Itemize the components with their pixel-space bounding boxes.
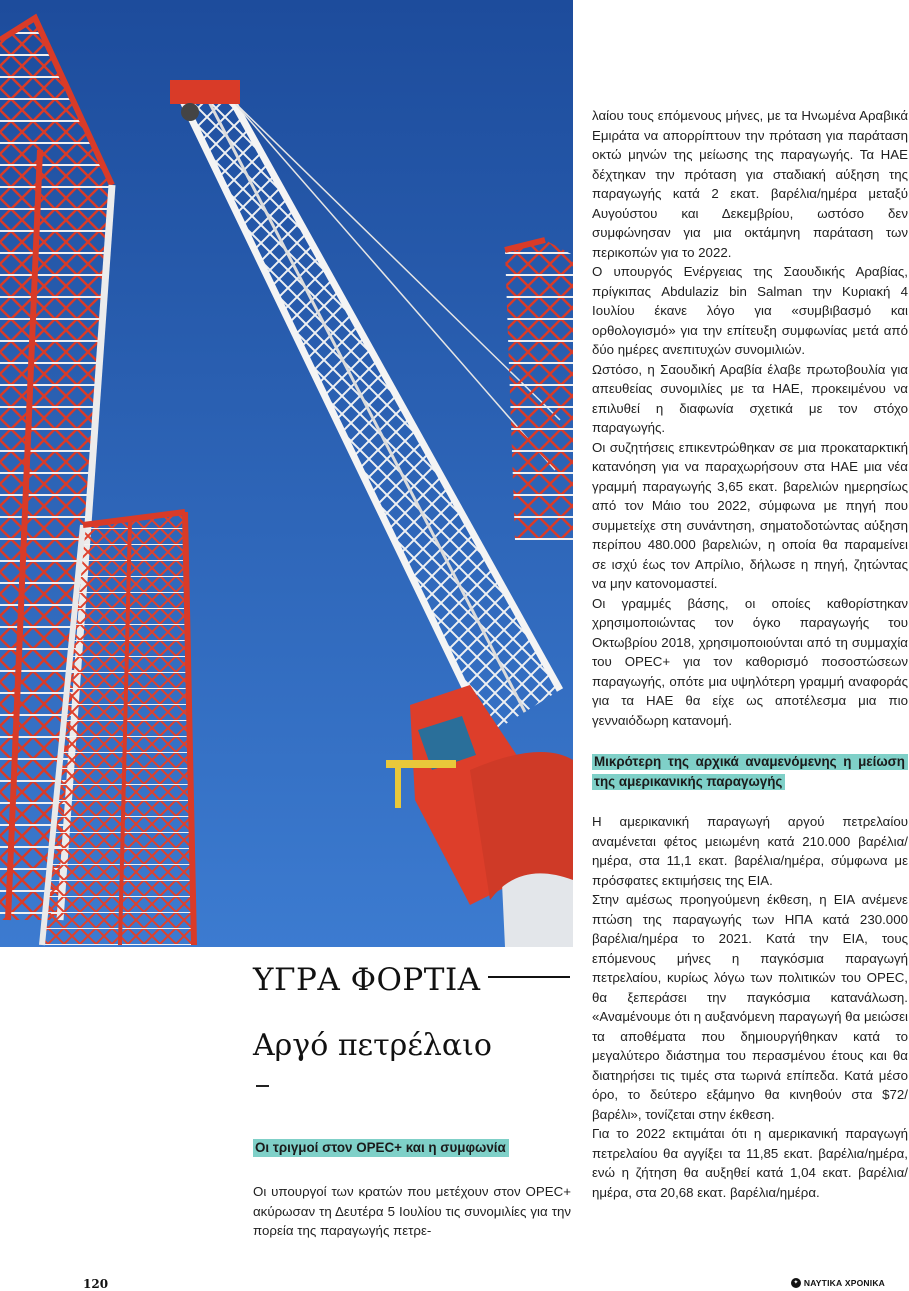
right-paragraph-1: λαίου τους επόμενους μήνες, με τα Ηνωμένα Αραβικά Εμιράτα να απορρίπτουν την πρόταση για παράταση οκτώ μηνών της μείωσης της παραγωγής. Τα ΗΑΕ δέχτηκαν την πρόταση για σταδιακή αύξηση της παραγωγής κατά 2 εκατ. βαρέλια/ημέρα μεταξύ Αυγούστου και Δεκεμβρίου, ωστόσο δεν συμφώνησαν για μια οκτάμηνη παράταση των περικοπών για το 2022. — [592, 108, 908, 260]
title-dash — [256, 1085, 269, 1087]
page-number: 120 — [83, 1277, 109, 1291]
compass-icon: ✦ — [791, 1278, 801, 1288]
section-label-rule — [488, 976, 570, 978]
right-column — [592, 106, 908, 1202]
brand-name: ΝΑΥΤΙΚΑ ΧΡΟΝΙΚΑ — [803, 1278, 885, 1288]
right-paragraph-2: Ο υπουργός Ενέργειας της Σαουδικής Αραβίας, πρίγκιπας Abdulaziz bin Salman την Κυριακή 4 Ιουλίου έκανε λόγο για «συμβιβασμό και ορθολογισμό» για την επίτευξη συμφωνίας μετά από δύο ημέρες ανεπιτυχών συνομιλιών. — [592, 264, 908, 357]
right-section-paragraph-3: Για το 2022 εκτιμάται ότι η αμερικανική παραγωγή πετρελαίου θα αγγίξει τα 11,85 εκατ. βαρέλια/ημέρα, ενώ η ζήτηση θα αυξηθεί κατά 1,04 εκατ. βαρέλια/ημέρα, στα 20,68 εκατ. βαρέλια/ημέρα. — [592, 1126, 908, 1200]
section-label: ΥΓΡΑ ΦΟΡΤΙΑ — [253, 962, 481, 998]
left-paragraph: Οι υπουργοί των κρατών που μετέχουν στον OPEC+ ακύρωσαν τη Δευτέρα 5 Ιουλίου τις συνομιλίες για την πορεία της παραγωγής πετρε- — [253, 1184, 571, 1238]
crane-photo — [0, 0, 573, 947]
right-paragraph-4: Οι συζητήσεις επικεντρώθηκαν σε μια προκαταρκτική κατανόηση για να παραχωρήσουν στα ΗΑΕ μια νέα γραμμή παραγωγής 3,65 εκατ. βαρελιών ημερησίως από τον Μάιο του 2022, σύμφωνα με πηγή που συμμετείχε στη συνάντηση, σηματοδοτώντας αύξηση περίπου 480.000 βαρελιών, η οποία θα παραμείνει σε ισχύ έως τον Απρίλιο, δήλωσε η πηγή, ζητώντας να μην κατονομαστεί. — [592, 439, 908, 591]
right-paragraph-5: Οι γραμμές βάσης, οι οποίες καθορίστηκαν χρησιμοποιώντας τον όγκο παραγωγής του Οκτωβρίου 2018, χρησιμοποιούνται από τη συμμαχία του OPEC+ για τον καθορισμό ποσοστώσεων παραγωγής, οπότε μια υψηλότερη γραμμή αναφοράς για τα ΗΑΕ θα είχε ως αποτέλεσμα μια πιο γενναιόδωρη κατανομή. — [592, 595, 908, 728]
right-section — [592, 812, 908, 1202]
right-paragraph-3: Ωστόσο, η Σαουδική Αραβία έλαβε πρωτοβουλία για απευθείας συνομιλίες με τα ΗΑΕ, προκειμένου να επιλυθεί η διαφωνία σχετικά με τον στόχο παραγωγής. — [592, 361, 908, 435]
left-subheading: Οι τριγμοί στον OPEC+ και η συμφωνία — [253, 1138, 509, 1158]
page-title: Αργό πετρέλαιο — [253, 1028, 492, 1063]
right-subheading: Μικρότερη της αρχικά αναμενόμενης η μείωση της αμερικανικής παραγωγής — [592, 752, 908, 792]
right-section-paragraph-2: Στην αμέσως προηγούμενη έκθεση, η ΕΙΑ ανέμενε πτώση της παραγωγής των ΗΠΑ κατά 230.000 βαρέλια/ημέρα το 2021. Κατά την ΕΙΑ, τους επόμενους μήνες η παγκόσμια παραγωγή πετρελαίου, κυρίως λόγω των πολιτικών του OPEC, θα ξεπεράσει την παγκόσμια κατανάλωση. «Αναμένουμε ότι η αυξανόμενη παραγωγή θα μειώσει τα αποθέματα που δημιουργήθηκαν κατά το μεγαλύτερο διάστημα του περασμένου έτους και θα διατηρήσει τις τιμές στα τωρινά επίπεδα. Κατά μέσο όρο, το δεύτερο εξάμηνο θα κινηθούν στα $72/βαρέλι», τονίζεται στην έκθεση. — [592, 892, 908, 1122]
right-red-tower — [505, 240, 573, 540]
right-section-paragraph-1: Η αμερικανική παραγωγή αργού πετρελαίου αναμένεται φέτος μειωμένη κατά 210.000 βαρέλια/ημέρα, στα 11,1 εκατ. βαρέλια/ημέρα, σύμφωνα με πρόσφατες εκτιμήσεις της ΕΙΑ. — [592, 814, 908, 888]
footer-brand — [791, 1278, 885, 1288]
